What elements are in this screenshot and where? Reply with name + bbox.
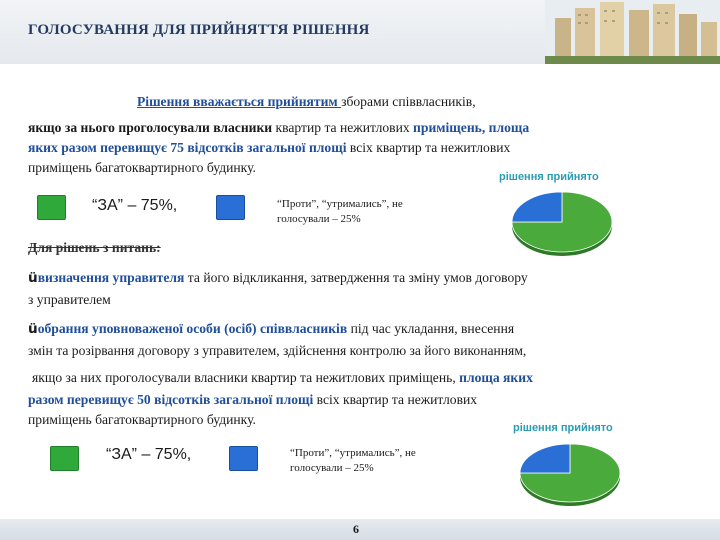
item2-rest-text: під час укладання, внесення bbox=[350, 321, 515, 336]
item2-line2 bbox=[28, 341, 526, 360]
against-label-line1: “Проти”, “утримались”, не bbox=[277, 198, 403, 210]
header-banner bbox=[0, 0, 720, 64]
condition-line2-rest: всіх квартир та нежитлових bbox=[316, 392, 478, 407]
condition-line1-blue: площа яких bbox=[459, 370, 533, 385]
pie-chart-1 bbox=[510, 188, 615, 256]
against-legend-label-2 bbox=[290, 446, 416, 476]
line3-rest-text: всіх квартир та нежитлових bbox=[349, 140, 511, 155]
item2-bold-text: обрання уповноваженої особи (осіб) співвласників bbox=[37, 321, 351, 336]
intro-paragraph-line1 bbox=[137, 92, 476, 111]
item2-line2-text: змін та розірвання договору з управителем, здійснення контролю за його виконанням, bbox=[28, 343, 527, 358]
pie-chart-title-1: рішення прийнято bbox=[499, 171, 599, 183]
za-legend-swatch-2 bbox=[50, 446, 79, 471]
za-legend-swatch bbox=[37, 195, 66, 220]
item1-rest-text: та його відкликання, затвердження та зміну умов договору bbox=[187, 270, 528, 285]
item2-line1 bbox=[28, 319, 514, 339]
condition-line3 bbox=[28, 410, 256, 429]
against-label-2-line1: “Проти”, “утримались”, не bbox=[290, 447, 416, 459]
city-buildings-image bbox=[545, 0, 720, 64]
line2-bold-text: якщо за нього проголосували власники bbox=[28, 120, 276, 135]
intro-paragraph-line2 bbox=[28, 118, 529, 137]
against-legend-swatch-2 bbox=[229, 446, 258, 471]
line3-blue-text: яких разом перевищує 75 відсотків загальної площі bbox=[28, 140, 350, 155]
item1-line2-text: з управителем bbox=[28, 292, 111, 307]
condition-line2-blue: разом перевищує 50 відсотків загальної площі bbox=[28, 392, 317, 407]
intro-paragraph-line4 bbox=[28, 158, 256, 177]
condition-line2 bbox=[28, 390, 477, 409]
condition-line1-text: якщо за них проголосували власники квартир та нежитлових приміщень, bbox=[32, 370, 460, 385]
item1-bold-text: визначення управителя bbox=[37, 270, 188, 285]
line4-text: приміщень багатоквартирного будинку. bbox=[28, 160, 256, 175]
page-number: 6 bbox=[353, 522, 359, 536]
pie-chart-title-2: рішення прийнято bbox=[513, 422, 613, 434]
intro-rest-text: зборами співвласників, bbox=[341, 94, 476, 109]
check-icon: ü bbox=[28, 321, 38, 337]
struck-heading: Для рішень з питань: bbox=[28, 240, 161, 255]
check-icon: ü bbox=[28, 270, 38, 286]
against-legend-label bbox=[277, 197, 403, 227]
slide-title: ГОЛОСУВАННЯ ДЛЯ ПРИЙНЯТТЯ РІШЕННЯ bbox=[28, 22, 370, 38]
pie-slice-2 bbox=[512, 192, 562, 222]
line2-rest-text: квартир та нежитлових bbox=[275, 120, 414, 135]
pie-chart-2 bbox=[518, 440, 623, 506]
condition-line3-text: приміщень багатоквартирного будинку. bbox=[28, 412, 256, 427]
line2-blue-text: приміщень, площа bbox=[413, 120, 530, 135]
footer-bar bbox=[0, 519, 720, 540]
za-legend-label-2: “ЗА” – 75%, bbox=[106, 446, 192, 463]
against-label-line2: голосували – 25% bbox=[277, 213, 361, 225]
against-label-2-line2: голосували – 25% bbox=[290, 462, 374, 474]
against-legend-swatch bbox=[216, 195, 245, 220]
item1-line1 bbox=[28, 268, 528, 288]
condition-line1 bbox=[32, 368, 533, 387]
za-legend-label: “ЗА” – 75%, bbox=[92, 197, 178, 214]
intro-underlined-text: Рішення вважається прийнятим bbox=[137, 94, 342, 109]
intro-paragraph-line3 bbox=[28, 138, 510, 157]
pie-slice-2 bbox=[520, 444, 570, 473]
item1-line2 bbox=[28, 290, 111, 309]
